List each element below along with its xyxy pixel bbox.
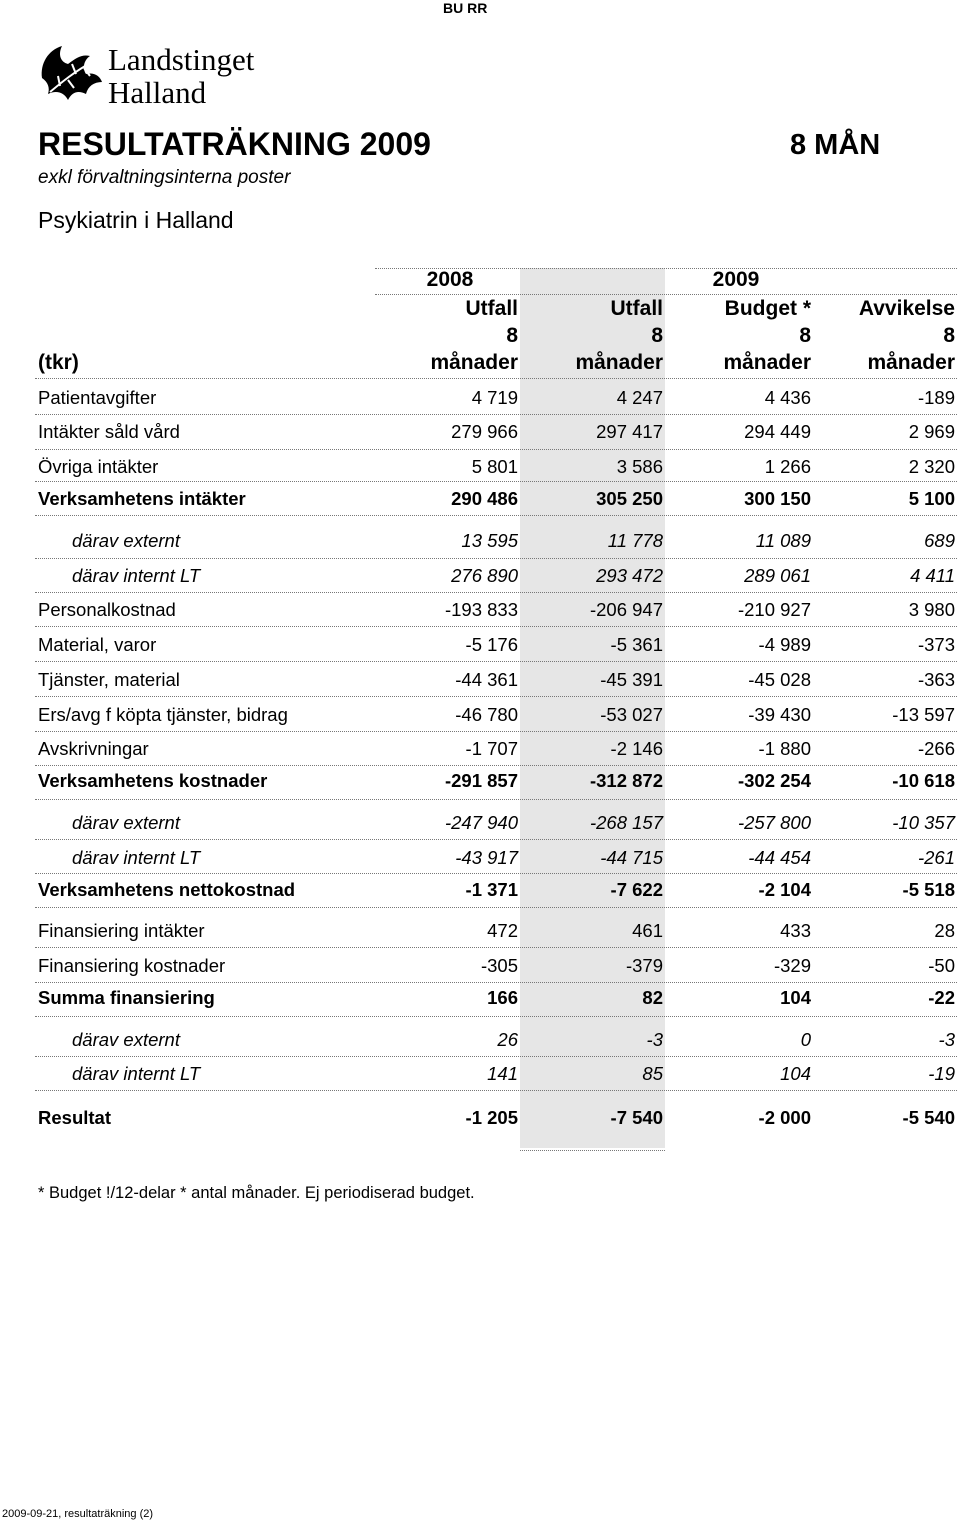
table-row	[0, 770, 960, 800]
unit-name: Psykiatrin i Halland	[38, 207, 234, 233]
col1-head-name: Utfall	[465, 297, 518, 320]
period-label: 8 MÅN	[790, 129, 881, 161]
col2-head-m: månader	[575, 351, 663, 374]
table-row	[0, 987, 960, 1017]
row-value-col1: 13 595	[461, 530, 518, 551]
row-divider	[35, 481, 957, 482]
row-label: Material, varor	[38, 634, 157, 655]
row-value-col2: -45 391	[600, 669, 663, 690]
row-value-col3: -210 927	[737, 599, 811, 620]
row-value-col3: -329	[773, 955, 811, 976]
row-label: Patientavgifter	[38, 387, 157, 408]
row-divider	[35, 1090, 957, 1091]
row-divider	[35, 1056, 957, 1057]
row-divider	[35, 873, 957, 874]
table-row	[0, 565, 960, 595]
row-value-col2: -312 872	[589, 770, 663, 791]
row-divider	[35, 558, 957, 559]
row-value-col1: 4 719	[471, 387, 518, 408]
row-value-col4: -5 540	[902, 1107, 955, 1128]
table-row	[0, 669, 960, 699]
logo-text-line2: Halland	[108, 75, 207, 110]
row-value-col3: -1 880	[758, 738, 811, 759]
row-value-col1: -305	[480, 955, 518, 976]
row-value-col1: 276 890	[451, 565, 518, 586]
row-value-col1: 26	[497, 1029, 518, 1050]
table-row	[0, 955, 960, 985]
table-row	[0, 704, 960, 734]
col4-head-m: månader	[867, 351, 955, 374]
col3-head-name: Budget *	[724, 297, 811, 320]
col4-head-n: 8	[943, 324, 955, 347]
row-label: Verksamhetens intäkter	[38, 488, 246, 509]
row-value-col4: -13 597	[892, 704, 955, 725]
row-divider	[35, 799, 957, 800]
row-value-col1: -193 833	[444, 599, 518, 620]
row-divider	[35, 626, 957, 627]
row-value-col1: -1 205	[465, 1107, 518, 1128]
row-value-col1: 166	[487, 987, 518, 1008]
table-row	[0, 1063, 960, 1093]
row-value-col4: -373	[917, 634, 955, 655]
row-value-col3: 4 436	[764, 387, 811, 408]
row-label: därav externt	[72, 530, 180, 551]
row-value-col4: 5 100	[908, 488, 955, 509]
table-row	[0, 599, 960, 629]
document-code: BU RR	[443, 0, 488, 16]
year-divider-line	[375, 294, 957, 295]
table-row	[0, 1107, 960, 1137]
row-value-col4: -266	[917, 738, 955, 759]
col1-head-n: 8	[506, 324, 518, 347]
row-value-col1: -1 707	[465, 738, 518, 759]
row-label: Verksamhetens nettokostnad	[38, 879, 296, 900]
row-value-col3: 104	[780, 987, 811, 1008]
row-label: därav externt	[72, 1029, 180, 1050]
row-divider	[35, 1016, 957, 1017]
col3-head-n: 8	[799, 324, 811, 347]
row-label: Intäkter såld vård	[38, 421, 180, 442]
row-label: därav internt LT	[72, 565, 201, 586]
row-divider	[35, 515, 957, 516]
table-row	[0, 1029, 960, 1059]
row-value-col4: 3 980	[908, 599, 955, 620]
row-value-col2: -7 622	[610, 879, 663, 900]
row-value-col3: 11 089	[755, 530, 811, 551]
table-row	[0, 879, 960, 909]
col4-head-name: Avvikelse	[858, 297, 955, 320]
row-value-col4: -3	[938, 1029, 955, 1050]
page-subtitle: exkl förvaltningsinterna poster	[38, 167, 291, 188]
row-value-col4: 28	[934, 920, 955, 941]
row-divider	[35, 449, 957, 450]
row-value-col3: -44 454	[748, 847, 811, 868]
year-2008-header: 2008	[426, 268, 474, 291]
row-divider	[35, 731, 957, 732]
row-value-col1: 472	[487, 920, 518, 941]
col2-head-name: Utfall	[610, 297, 663, 320]
row-value-col4: -261	[917, 847, 955, 868]
row-value-col3: 289 061	[744, 565, 811, 586]
row-value-col3: 1 266	[764, 456, 811, 477]
row-value-col4: -22	[928, 987, 955, 1008]
row-label: Övriga intäkter	[38, 456, 159, 477]
row-divider	[35, 839, 957, 840]
row-value-col3: -2 104	[758, 879, 811, 900]
row-value-col1: 141	[487, 1063, 518, 1084]
row-value-col2: -7 540	[610, 1107, 663, 1128]
row-value-col3: -4 989	[758, 634, 811, 655]
row-value-col4: -50	[928, 955, 955, 976]
page-footer: 2009-09-21, resultaträkning (2)	[2, 1508, 154, 1520]
row-label: Resultat	[38, 1107, 111, 1128]
row-label: Personalkostnad	[38, 599, 176, 620]
row-value-col1: 290 486	[451, 488, 518, 509]
header-bottom-line	[35, 378, 957, 379]
row-value-col2: 82	[642, 987, 663, 1008]
row-value-col3: -39 430	[748, 704, 811, 725]
row-label: Finansiering kostnader	[38, 955, 226, 976]
row-value-col1: -1 371	[465, 879, 518, 900]
row-value-col3: 294 449	[744, 421, 811, 442]
row-divider	[35, 661, 957, 662]
row-value-col4: 689	[924, 530, 955, 551]
row-value-col3: 0	[800, 1029, 811, 1050]
table-row	[0, 488, 960, 518]
year-2009-header: 2009	[712, 268, 760, 291]
row-value-col2: 297 417	[596, 421, 663, 442]
row-value-col4: -5 518	[902, 879, 955, 900]
row-value-col2: 4 247	[616, 387, 663, 408]
row-value-col3: 104	[780, 1063, 811, 1084]
table-row	[0, 387, 960, 417]
row-value-col4: -19	[928, 1063, 955, 1084]
row-value-col2: -268 157	[589, 812, 663, 833]
row-divider	[520, 1150, 665, 1151]
row-value-col2: 3 586	[616, 456, 663, 477]
row-value-col2: 293 472	[596, 565, 663, 586]
row-value-col1: -291 857	[444, 770, 518, 791]
row-value-col2: -379	[625, 955, 663, 976]
row-label: Avskrivningar	[38, 738, 149, 759]
row-value-col2: 461	[632, 920, 663, 941]
row-divider	[35, 982, 957, 983]
row-value-col1: -46 780	[455, 704, 518, 725]
row-value-col1: 279 966	[451, 421, 518, 442]
row-divider	[35, 414, 957, 415]
row-value-col1: -5 176	[465, 634, 518, 655]
table-row	[0, 738, 960, 768]
row-label: därav internt LT	[72, 1063, 201, 1084]
row-label: därav externt	[72, 812, 180, 833]
row-value-col3: -2 000	[758, 1107, 811, 1128]
row-value-col3: -257 800	[737, 812, 811, 833]
logo-text-line1: Landstinget	[108, 42, 255, 77]
row-label: Summa finansiering	[38, 987, 215, 1008]
row-divider	[35, 765, 957, 766]
row-value-col2: -44 715	[600, 847, 663, 868]
row-divider	[35, 696, 957, 697]
row-label: därav internt LT	[72, 847, 201, 868]
row-value-col4: 4 411	[910, 565, 955, 586]
row-value-col1: 5 801	[471, 456, 518, 477]
row-value-col4: 2 320	[908, 456, 955, 477]
row-value-col2: -206 947	[589, 599, 663, 620]
row-label: Finansiering intäkter	[38, 920, 205, 941]
table-row	[0, 920, 960, 950]
row-divider	[35, 592, 957, 593]
page-title: RESULTATRÄKNING 2009	[38, 126, 431, 162]
row-value-col4: -363	[917, 669, 955, 690]
table-row	[0, 812, 960, 842]
row-value-col4: -189	[917, 387, 955, 408]
row-value-col2: 305 250	[596, 488, 663, 509]
row-value-col3: 300 150	[744, 488, 811, 509]
row-value-col4: 2 969	[908, 421, 955, 442]
unit-label: (tkr)	[38, 351, 79, 374]
row-value-col3: 433	[780, 920, 811, 941]
row-value-col4: -10 357	[892, 812, 955, 833]
col2-head-n: 8	[651, 324, 663, 347]
table-row	[0, 421, 960, 451]
row-divider	[35, 947, 957, 948]
row-value-col1: -43 917	[455, 847, 518, 868]
row-value-col3: -302 254	[737, 770, 811, 791]
row-value-col4: -10 618	[892, 770, 955, 791]
row-label: Tjänster, material	[38, 669, 180, 690]
col1-head-m: månader	[430, 351, 518, 374]
row-value-col2: -53 027	[600, 704, 663, 725]
row-value-col2: -3	[646, 1029, 663, 1050]
row-label: Ers/avg f köpta tjänster, bidrag	[38, 704, 288, 725]
row-value-col2: 11 778	[607, 530, 663, 551]
row-value-col1: -247 940	[444, 812, 518, 833]
table-row	[0, 530, 960, 560]
row-value-col2: 85	[642, 1063, 663, 1084]
row-value-col3: -45 028	[748, 669, 811, 690]
row-value-col2: -2 146	[610, 738, 663, 759]
footnote: * Budget !/12-delar * antal månader. Ej periodiserad budget.	[38, 1184, 475, 1202]
col3-head-m: månader	[723, 351, 811, 374]
row-value-col2: -5 361	[610, 634, 663, 655]
row-label: Verksamhetens kostnader	[38, 770, 268, 791]
row-value-col1: -44 361	[455, 669, 518, 690]
table-row	[0, 634, 960, 664]
row-divider	[35, 907, 957, 908]
